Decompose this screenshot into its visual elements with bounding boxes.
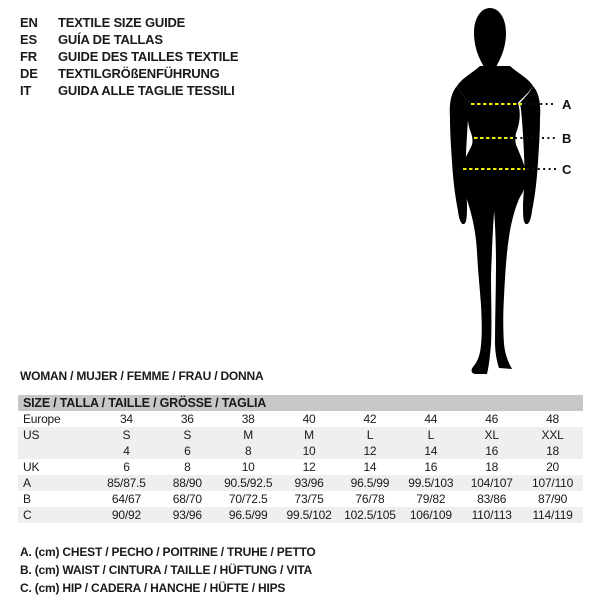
size-cell: 76/78 bbox=[355, 492, 385, 506]
size-cell: 12 bbox=[302, 460, 316, 474]
size-cell: 99.5/103 bbox=[408, 476, 454, 490]
language-row bbox=[20, 14, 238, 31]
size-cell: 42 bbox=[363, 412, 377, 426]
size-cell: 107/110 bbox=[532, 476, 574, 490]
size-cell: 79/82 bbox=[416, 492, 446, 506]
size-cell: 6 bbox=[123, 460, 130, 474]
table-row-hip bbox=[18, 507, 583, 523]
row-label: C bbox=[23, 508, 32, 522]
language-label: GUIDE DES TAILLES TEXTILE bbox=[58, 49, 239, 64]
size-cell: 8 bbox=[184, 460, 191, 474]
size-cell: 96.5/99 bbox=[228, 508, 268, 522]
size-cell: 16 bbox=[424, 460, 438, 474]
size-cell: 83/86 bbox=[477, 492, 507, 506]
size-cell: L bbox=[427, 428, 435, 442]
row-label: Europe bbox=[23, 412, 61, 426]
language-label: GUIDA ALLE TAGLIE TESSILI bbox=[58, 83, 235, 98]
size-cell: 64/67 bbox=[111, 492, 141, 506]
language-code: ES bbox=[20, 32, 37, 47]
size-cell: 48 bbox=[546, 412, 560, 426]
size-cell: 99.5/102 bbox=[286, 508, 332, 522]
table-row-uk bbox=[18, 459, 583, 475]
size-cell: 106/109 bbox=[409, 508, 452, 522]
size-cell: 44 bbox=[424, 412, 438, 426]
size-cell: 96.5/99 bbox=[350, 476, 390, 490]
legend-line-waist: B. (cm) WAIST / CINTURA / TAILLE / HÜFTUNG / VITA bbox=[20, 563, 312, 577]
size-cell: 90/92 bbox=[111, 508, 141, 522]
size-cell: 18 bbox=[546, 444, 560, 458]
size-cell: 93/96 bbox=[294, 476, 324, 490]
row-label: US bbox=[23, 428, 40, 442]
language-row bbox=[20, 48, 238, 65]
size-cell: 102.5/105 bbox=[344, 508, 396, 522]
marker-label-b: B bbox=[562, 131, 572, 146]
language-code: IT bbox=[20, 83, 32, 98]
table-row-waist bbox=[18, 491, 583, 507]
size-cell: 14 bbox=[363, 460, 377, 474]
size-cell: 70/72.5 bbox=[228, 492, 268, 506]
size-cell: 46 bbox=[485, 412, 499, 426]
size-cell: 36 bbox=[180, 412, 194, 426]
size-cell: M bbox=[243, 428, 254, 442]
size-cell: 87/90 bbox=[538, 492, 568, 506]
row-label bbox=[18, 443, 96, 459]
size-cell: 34 bbox=[119, 412, 133, 426]
table-header: SIZE / TALLA / TAILLE / GRÖSSE / TAGLIA bbox=[18, 395, 583, 411]
marker-label-a: A bbox=[562, 97, 572, 112]
size-cell: 12 bbox=[363, 444, 377, 458]
language-list bbox=[20, 14, 238, 99]
size-cell: 10 bbox=[302, 444, 316, 458]
language-row bbox=[20, 31, 238, 48]
language-code: EN bbox=[20, 15, 38, 30]
size-cell: XL bbox=[484, 428, 499, 442]
language-row bbox=[20, 82, 238, 99]
size-cell: S bbox=[122, 428, 131, 442]
table-row-us-letters bbox=[18, 427, 583, 443]
size-cell: 93/96 bbox=[172, 508, 202, 522]
size-cell: 40 bbox=[302, 412, 316, 426]
size-cell: 8 bbox=[244, 444, 252, 458]
size-cell: 110/113 bbox=[471, 508, 512, 522]
size-cell: 6 bbox=[184, 444, 191, 458]
size-cell: 16 bbox=[485, 444, 499, 458]
size-cell: 38 bbox=[241, 412, 255, 426]
size-cell: 68/70 bbox=[172, 492, 202, 506]
size-cell: 104/107 bbox=[470, 476, 513, 490]
language-code: FR bbox=[20, 49, 37, 64]
language-label: TEXTILE SIZE GUIDE bbox=[58, 15, 186, 30]
size-table bbox=[18, 395, 583, 523]
language-code: DE bbox=[20, 66, 38, 81]
size-cell: 4 bbox=[123, 444, 130, 458]
size-cell: 73/75 bbox=[294, 492, 324, 506]
size-cell: S bbox=[183, 428, 192, 442]
size-cell: XXL bbox=[541, 428, 564, 442]
size-cell: 20 bbox=[546, 460, 560, 474]
legend-line-chest: A. (cm) CHEST / PECHO / POITRINE / TRUHE / PETTO bbox=[20, 545, 316, 559]
section-title: WOMAN / MUJER / FEMME / FRAU / DONNA bbox=[20, 369, 264, 383]
size-cell: 10 bbox=[241, 460, 255, 474]
table-row-chest bbox=[18, 475, 583, 491]
row-label: B bbox=[23, 492, 31, 506]
language-label: GUÍA DE TALLAS bbox=[58, 32, 163, 47]
woman-silhouette-icon bbox=[400, 2, 600, 378]
row-label: A bbox=[23, 476, 31, 490]
size-cell: 90.5/92.5 bbox=[224, 476, 273, 490]
table-row-us-numbers bbox=[18, 443, 583, 459]
size-cell: L bbox=[366, 428, 374, 442]
legend-line-hip: C. (cm) HIP / CADERA / HANCHE / HÜFTE / HIPS bbox=[20, 581, 286, 595]
table-row-europe bbox=[18, 411, 583, 427]
size-cell: 14 bbox=[424, 444, 438, 458]
size-cell: 85/87.5 bbox=[107, 476, 146, 490]
measurement-legend bbox=[20, 543, 316, 597]
size-cell: 18 bbox=[485, 460, 499, 474]
size-cell: 88/90 bbox=[172, 476, 202, 490]
marker-label-c: C bbox=[562, 162, 572, 177]
language-label: TEXTILGRÖßENFÜHRUNG bbox=[58, 66, 220, 81]
language-row bbox=[20, 65, 238, 82]
row-label: UK bbox=[23, 460, 40, 474]
size-cell: 114/119 bbox=[532, 508, 573, 522]
size-cell: M bbox=[304, 428, 314, 442]
